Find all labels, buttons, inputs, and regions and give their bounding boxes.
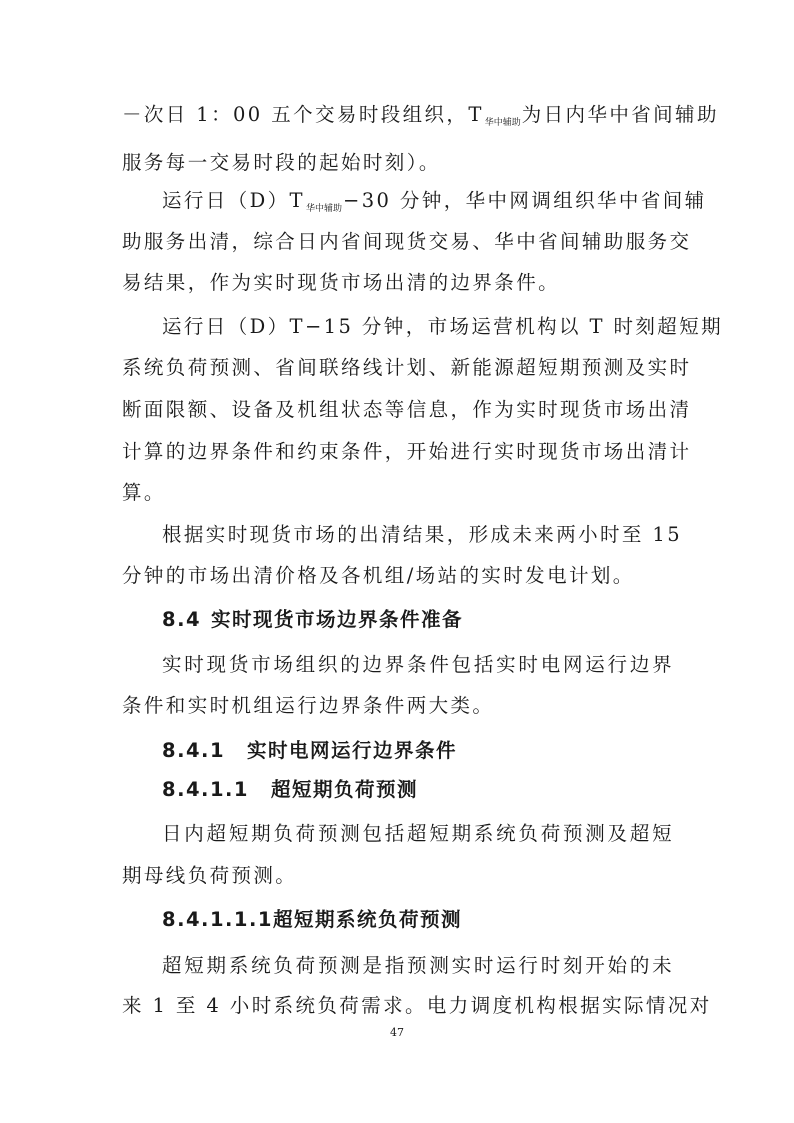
paragraph-line: 助服务出清，综合日内省间现货交易、华中省间辅助服务交 bbox=[122, 230, 692, 253]
section-number: 8.4.1 bbox=[162, 739, 226, 762]
subsubsection-heading bbox=[162, 777, 418, 803]
text-run: －次日 1：00 五个交易时段组织，T bbox=[122, 103, 484, 126]
text-run: −30 分钟，华中网调组织华中省间辅 bbox=[342, 189, 707, 212]
paragraph-line: 运行日（D）T−15 分钟，市场运营机构以 T 时刻超短期 bbox=[162, 315, 723, 338]
section-title: 实时现货市场边界条件准备 bbox=[211, 608, 464, 631]
page-number: 47 bbox=[390, 1026, 404, 1039]
paragraph-line: 日内超短期负荷预测包括超短期系统负荷预测及超短 bbox=[162, 822, 674, 845]
section-number: 8.4 bbox=[162, 608, 202, 631]
paragraph-line: 条件和实时机组运行边界条件两大类。 bbox=[122, 694, 495, 717]
paragraph-line: 计算的边界条件和约束条件，开始进行实时现货市场出清计 bbox=[122, 440, 692, 463]
paragraph-line bbox=[162, 188, 707, 222]
section-title: 超短期系统负荷预测 bbox=[272, 908, 462, 931]
subscript: 华中辅助 bbox=[305, 204, 342, 214]
paragraph-line: 实时现货市场组织的边界条件包括实时电网运行边界 bbox=[162, 653, 674, 676]
section-heading bbox=[162, 607, 463, 633]
text-run: 为日内华中省间辅助 bbox=[521, 103, 719, 126]
section-number: 8.4.1.1 bbox=[162, 778, 249, 801]
paragraph-line: 算。 bbox=[122, 481, 166, 504]
subsubsubsection-heading bbox=[162, 907, 462, 933]
paragraph-line: 分钟的市场出清价格及各机组/场站的实时发电计划。 bbox=[122, 564, 635, 587]
paragraph-line: 易结果，作为实时现货市场出清的边界条件。 bbox=[122, 271, 561, 294]
paragraph-line bbox=[122, 102, 719, 136]
paragraph-line: 根据实时现货市场的出清结果，形成未来两小时至 15 bbox=[162, 523, 683, 546]
paragraph-line: 系统负荷预测、省间联络线计划、新能源超短期预测及实时 bbox=[122, 356, 692, 379]
subscript: 华中辅助 bbox=[484, 118, 521, 128]
paragraph-line: 来 1 至 4 小时系统负荷需求。电力调度机构根据实际情况对 bbox=[122, 994, 712, 1017]
paragraph-line: 期母线负荷预测。 bbox=[122, 864, 298, 887]
section-number: 8.4.1.1.1 bbox=[162, 908, 273, 931]
paragraph-line: 断面限额、设备及机组状态等信息，作为实时现货市场出清 bbox=[122, 398, 692, 421]
section-title: 实时电网运行边界条件 bbox=[247, 739, 458, 762]
subsection-heading bbox=[162, 738, 457, 764]
text-run: 运行日（D）T bbox=[162, 189, 305, 212]
paragraph-line: 服务每一交易时段的起始时刻）。 bbox=[122, 151, 441, 174]
paragraph-line: 超短期系统负荷预测是指预测实时运行时刻开始的未 bbox=[162, 954, 674, 977]
section-title: 超短期负荷预测 bbox=[271, 778, 419, 801]
